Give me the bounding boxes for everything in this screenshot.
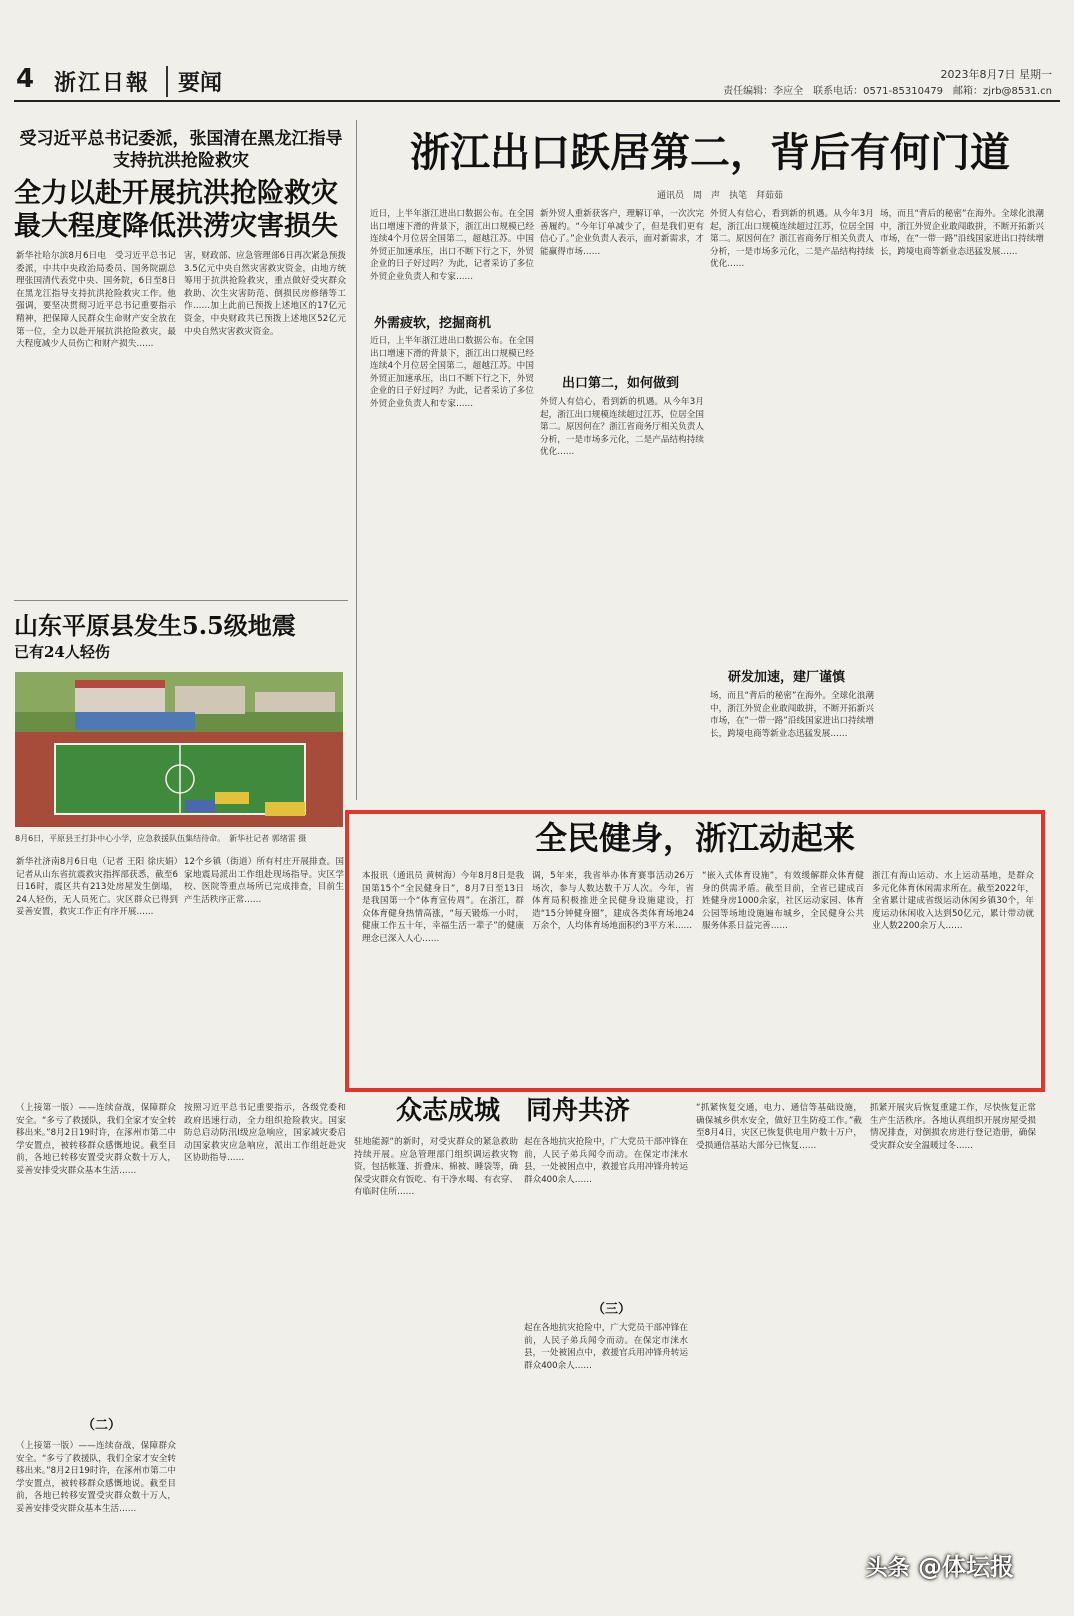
left-kicker: 受习近平总书记委派，张国清在黑龙江指导支持抗洪抢险救灾 — [19, 129, 343, 171]
section-three: （三） — [592, 1302, 632, 1317]
byline: 通讯员 周 声 执笔 拜茹茹 — [656, 191, 783, 201]
fitness-body-1: 本报讯（通讯员 黄树海）今年8月8日是我国第15个“全民健身日”，8月7日至13日是我国第一个“体育宣传周”。在浙江，群众体育健身热情高涨，“每天锻炼一小时，健康工作五十年，幸福生活一辈子”的健康理念已深入人心…… — [362, 871, 524, 944]
bottom-col-4a: 起在各地抗灾抢险中，广大党员干部冲锋在前，人民子弟兵闻令而动。在保定市涞水县，一处被困点中，救援官兵用冲锋舟转运群众400余人…… — [524, 1137, 688, 1185]
paper-name: 浙江日報 — [54, 70, 151, 96]
export-col-1a: 近日，上半年浙江进出口数据公布。在全国出口增速下滑的背景下，浙江出口规模已经连续4个月位居全国第二，超越江苏。中国外贸正加速承压，出口不断下行之下，外贸企业的日子好过吗？为此，记者采访了多位外贸企业负责人和专家…… — [370, 209, 534, 282]
bottom-col-6: 抓紧开展灾后恢复重建工作，尽快恢复正常生产生活秩序。各地认真组织开展房屋受损情况排查，对倒损农房进行登记造册，确保受灾群众安全温暖过冬…… — [870, 1103, 1036, 1151]
bottom-col-1a: （上接第一版）——连续奋战，保障群众安全。“多亏了救援队，我们全家才安全转移出来。”8月2日19时许，在涿州市第二中学安置点，被转移群众感慨地说。截至目前，各地已转移安置受灾群众数十万人，妥善安排受灾群众基本生活…… — [16, 1103, 176, 1176]
section-two: （二） — [82, 1418, 122, 1433]
fitness-body-3: “嵌入式体育设施”，有效缓解群众体育健身的供需矛盾。截至目前，全省已建成百姓健身房1000余家，社区运动家园、体育公园等场地设施遍布城乡，全民健身公共服务体系日益完善…… — [702, 871, 864, 932]
fitness-headline: 全民健身，浙江动起来 — [534, 819, 855, 857]
section-name: 要闻 — [166, 66, 222, 97]
masthead — [14, 60, 1060, 102]
page-number: 4 — [16, 64, 35, 94]
watermark-brand: 头条 — [865, 1556, 910, 1581]
export-col-1b: 近日，上半年浙江进出口数据公布。在全国出口增速下滑的背景下，浙江出口规模已经连续4个月位居全国第二，超越江苏。中国外贸正加速承压，出口不断下行之下，外贸企业的日子好过吗？为此，记者采访了多位外贸企业负责人和专家…… — [370, 336, 534, 409]
watermark — [866, 1547, 1014, 1582]
school-field-image — [15, 672, 343, 827]
subhead-3: 研发加速，建厂谨慎 — [728, 670, 846, 685]
main-headline: 浙江出口跃居第二，背后有何门道 — [410, 129, 1010, 176]
bottom-col-2: 按照习近平总书记重要指示，各级党委和政府迅速行动，全力组织抢险救灾。国家防总启动防汛Ⅰ级应急响应，国家减灾委启动国家救灾应急响应，派出工作组赶赴灾区协助指导…… — [184, 1103, 346, 1164]
photo-caption: 8月6日，平原县王打卦中心小学，应急救援队伍集结待命。 新华社记者 郭绪雷 摄 — [15, 834, 307, 843]
export-col-4: 场，而且“背后的秘密”在海外。全球化浪潮中，浙江外贸企业敢闯敢拼，不断开拓新兴市场，在“一带一路”沿线国家进出口持续增长，跨境电商等新业态迅猛发展…… — [880, 209, 1044, 257]
quake-body-2: 12个乡镇（街道）所有村庄开展排查。国家地震局派出工作组赴现场指导。灾区学校、医院等重点场所已完成排查，目前生产生活秩序正常…… — [184, 857, 344, 905]
bottom-col-5: “抓紧恢复交通，电力、通信等基础设施，确保城乡供水安全，做好卫生防疫工作。”截至8月4日，灾区已恢复供电用户数十万户，受损通信基站大部分已恢复…… — [696, 1103, 862, 1151]
export-col-2a: 新外贸人重新获客户，理解订单，一次次完善履约。“今年订单减少了，但是我们更有信心了。”企业负责人表示，面对新需求，才能赢得市场…… — [540, 209, 704, 257]
fitness-body-2: 调，5年来，我省举办体育赛事活动26万场次，参与人数达数千万人次。今年，省体育局积极推进全民健身设施建设，打造“15分钟健身圈”，建成各类体育场地24万余个，人均体育场地面积约3平方米…… — [532, 871, 694, 932]
export-col-2b: 外贸人有信心，看到新的机遇。从今年3月起，浙江出口规模连续超过江苏，位居全国第二。原因何在？浙江省商务厅相关负责人分析，一是市场多元化，二是产品结构持续优化…… — [540, 397, 704, 458]
left-body-2: 害，财政部、应急管理部6日再次紧急预拨3.5亿元中央自然灾害救灾资金，由地方统筹用于抗洪抢险救灾，重点做好受灾群众救助、次生灾害防范、倒损民房修缮等工作……加上此前已预拨上述地区的17亿元资金，中央财政共已预拨上述地区52亿元中央自然灾害救灾资金。 — [184, 251, 346, 337]
export-col-3b: 场，而且“背后的秘密”在海外。全球化浪潮中，浙江外贸企业敢闯敢拼，不断开拓新兴市场，在“一带一路”沿线国家进出口持续增长，跨境电商等新业态迅猛发展…… — [710, 691, 874, 739]
left-headline-1: 全力以赴开展抗洪抢险救灾 — [14, 178, 338, 209]
bottom-col-1b: （上接第一版）——连续奋战，保障群众安全。“多亏了救援队，我们全家才安全转移出来。”8月2日19时许，在涿州市第二中学安置点，被转移群众感慨地说。截至目前，各地已转移安置受灾群众数十万人，妥善安排受灾群众基本生活…… — [16, 1441, 176, 1514]
quake-subheadline: 已有24人轻伤 — [14, 643, 110, 661]
fitness-body-4: 浙江有海山运动、水上运动基地，是群众多元化体育休闲需求所在。截至2022年，全省累计建成省级运动休闲乡镇30个，年度运动休闲收入达到50亿元，累计带动就业人数2200余万人…… — [872, 871, 1034, 932]
bottom-col-3: 驻地能源“的新时，对受灾群众的紧急救助持续开展。应急管理部门组织调运救灾物资，包括帐篷、折叠床、棉被、睡袋等，确保受灾群众有饭吃、有干净水喝、有衣穿、有临时住所…… — [354, 1137, 518, 1198]
editor-line: 责任编辑：李应全 联系电话：0571-85310479 邮箱：zjrb@8531.cn — [723, 86, 1052, 97]
subhead-2: 出口第二，如何做到 — [562, 376, 680, 391]
quake-photo — [15, 672, 343, 827]
export-col-3a: 外贸人有信心，看到新的机遇。从今年3月起，浙江出口规模连续超过江苏，位居全国第二。原因何在？浙江省商务厅相关负责人分析，一是市场多元化，二是产品结构持续优化…… — [710, 209, 874, 270]
quake-headline: 山东平原县发生5.5级地震 — [14, 611, 296, 640]
bottom-headline: 众志成城 同舟共济 — [396, 1096, 631, 1126]
watermark-handle: @体坛报 — [918, 1553, 1014, 1581]
left-body-1: 新华社哈尔滨8月6日电 受习近平总书记委派，中共中央政治局委员、国务院副总理张国清代表党中央、国务院，6日至8日在黑龙江指导支持抗洪抢险救灾工作。他强调，要坚决贯彻习近平总书记重要指示精神，把保障人民群众生命财产安全放在第一位，全力以赴开展抗洪抢险救灾，最大程度减少人员伤亡和财产损失…… — [16, 251, 176, 350]
subhead-1: 外需疲软，挖掘商机 — [374, 316, 492, 331]
quake-body-1: 新华社济南8月6日电（记者 王阳 徐庆娟）记者从山东省抗震救灾指挥部获悉，截至6日16时，震区共有213处房屋发生倒塌，24人轻伤，无人员死亡。灾区群众已得到妥善安置，救灾工作正有序开展…… — [16, 857, 178, 918]
left-headline-2: 最大程度降低洪涝灾害损失 — [14, 211, 338, 242]
bottom-col-4b: 起在各地抗灾抢险中，广大党员干部冲锋在前，人民子弟兵闻令而动。在保定市涞水县，一处被困点中，救援官兵用冲锋舟转运群众400余人…… — [524, 1323, 688, 1371]
column-divider — [356, 120, 357, 800]
divider — [14, 600, 348, 601]
issue-date: 2023年8月7日 星期一 — [940, 68, 1052, 81]
